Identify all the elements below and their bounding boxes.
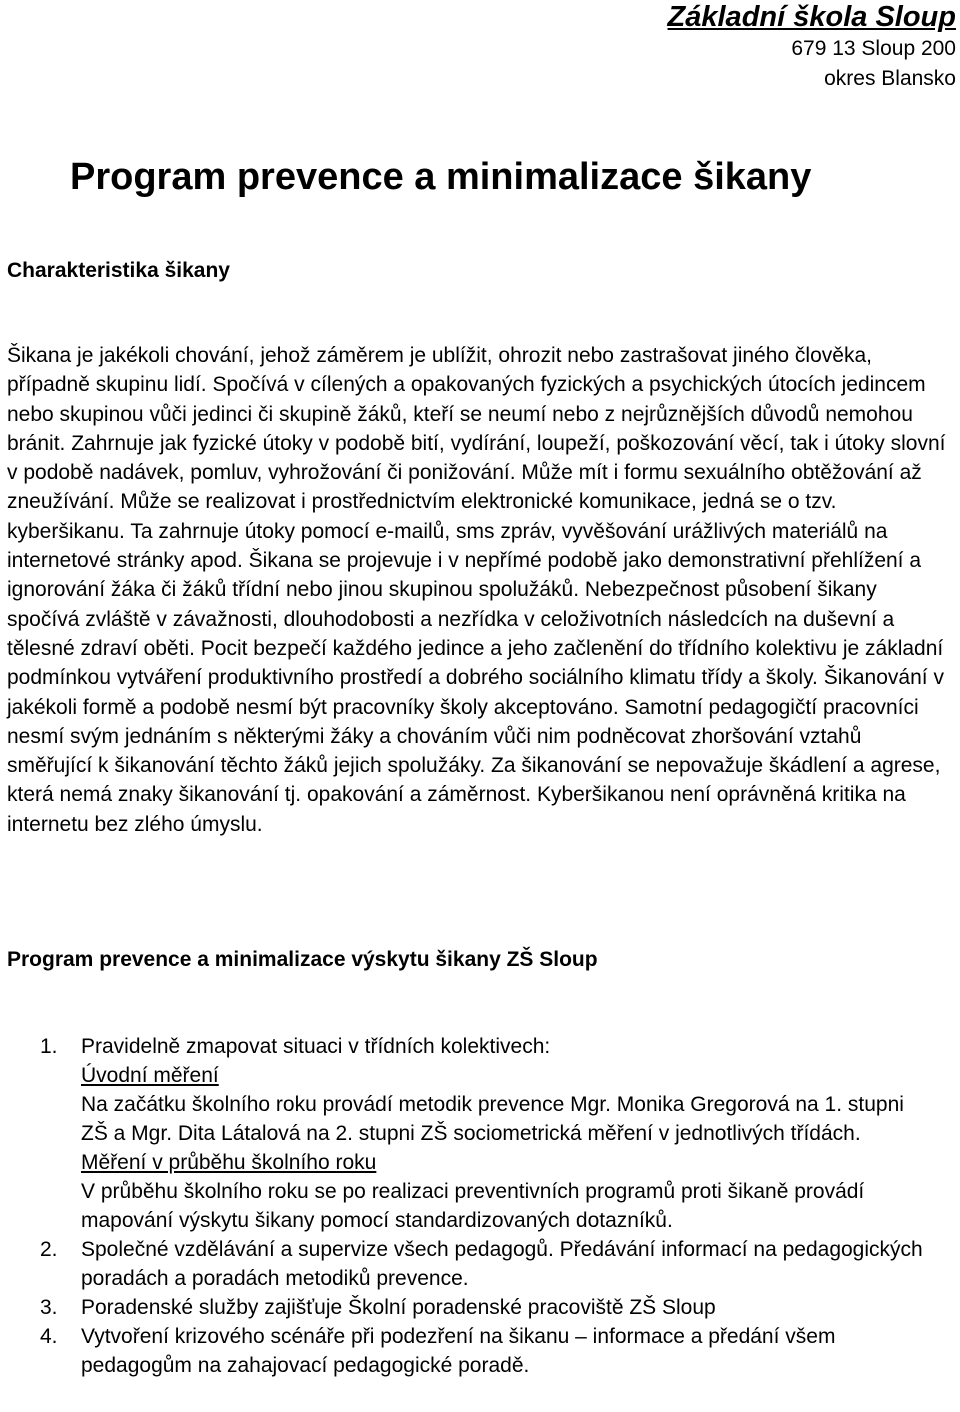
list-item: [0, 1235, 936, 1293]
list-item-number: 1.: [40, 1035, 58, 1058]
section-heading-characteristics: Charakteristika šikany: [7, 259, 230, 282]
school-name: Základní škola Sloup: [667, 1, 956, 33]
list-item-number: 4.: [40, 1325, 58, 1348]
list-item: [0, 1322, 936, 1380]
list-item: [0, 1293, 936, 1322]
letterhead: [668, 0, 956, 94]
list-item-number: 3.: [40, 1296, 58, 1319]
characteristics-paragraph: Šikana je jakékoli chování, jehož záměrem je ublížit, ohrozit nebo zastrašovat jiného člověka, případně skupinu lidí. Spočívá v cílených a opakovaných fyzických a psychických útocích jedincem nebo skupinou vůči jedinci či skupině žáků, kteří se neumí nebo z nejrůznějších důvodů nemohou bránit. Zahrnuje jak fyzické útoky v podobě bití, vydírání, loupeží, poškozování věcí, tak i útoky slovní v podobě nadávek, pomluv, vyhrožování či ponižování. Může mít i formu sexuálního obtěžování až zneužívání. Může se realizovat i prostřednictvím elektronické komunikace, jedná se o tzv. kyberšikanu. Ta zahrnuje útoky pomocí e-mailů, sms zpráv, vyvěšování urážlivých materiálů na internetové stránky apod. Šikana se projevuje i v nepřímé podobě jako demonstrativní přehlížení a ignorování žáka či žáků třídní nebo jinou skupinou spolužáků. Nebezpečnost působení šikany spočívá zvláště v závažnosti, dlouhodobosti a nezřídka v celoživotních následcích na duševní a tělesné zdraví oběti. Pocit bezpečí každého jedince a jeho začlenění do třídního kolektivu je základní podmínkou vytváření produktivního prostředí a dobrého sociálního klimatu třídy a školy. Šikanování v jakékoli formě a podobě nesmí být pracovníky školy akceptováno. Samotní pedagogičtí pracovníci nesmí svým jednáním s některými žáky a chováním vůči nim podněcovat zhoršování vztahů směřující k šikanování těchto žáků jejich spolužáky. Za šikanování se nepovažuje škádlení a agrese, která nemá znaky šikanování tj. opakování a záměrnost. Kyberšikanou není oprávněná kritika na internetu bez zlého úmyslu.: [7, 344, 946, 836]
subheading-initial-measurement: Úvodní měření: [81, 1064, 219, 1087]
address-line-street: 679 13 Sloup 200: [791, 37, 956, 60]
initial-measurement-text: Na začátku školního roku provádí metodik prevence Mgr. Monika Gregorová na 1. stupni ZŠ a Mgr. Dita Látalová na 2. stupni ZŠ sociometrická měření v jednotlivých třídách.: [81, 1093, 904, 1145]
list-item-title: Pravidelně zmapovat situaci v třídních kolektivech:: [81, 1035, 551, 1058]
list-item-text: Vytvoření krizového scénáře při podezření na šikanu – informace a předání všem pedagogům na zahajovací pedagogické poradě.: [81, 1325, 836, 1377]
subheading-ongoing-measurement: Měření v průběhu školního roku: [81, 1151, 377, 1174]
list-item-text: Poradenské služby zajišťuje Školní poradenské pracoviště ZŠ Sloup: [81, 1296, 716, 1319]
address-line-district: okres Blansko: [824, 67, 956, 90]
document-title: Program prevence a minimalizace šikany: [70, 156, 812, 198]
program-steps-list: [0, 1032, 960, 1380]
list-item: [0, 1032, 936, 1235]
list-item-number: 2.: [40, 1238, 58, 1261]
section-heading-program: Program prevence a minimalizace výskytu šikany ZŠ Sloup: [7, 948, 598, 971]
ongoing-measurement-text: V průběhu školního roku se po realizaci preventivních programů proti šikaně provádí mapování výskytu šikany pomocí standardizovaných dotazníků.: [81, 1180, 865, 1232]
list-item-text: Společné vzdělávání a supervize všech pedagogů. Předávání informací na pedagogických poradách a poradách metodiků prevence.: [81, 1238, 923, 1290]
